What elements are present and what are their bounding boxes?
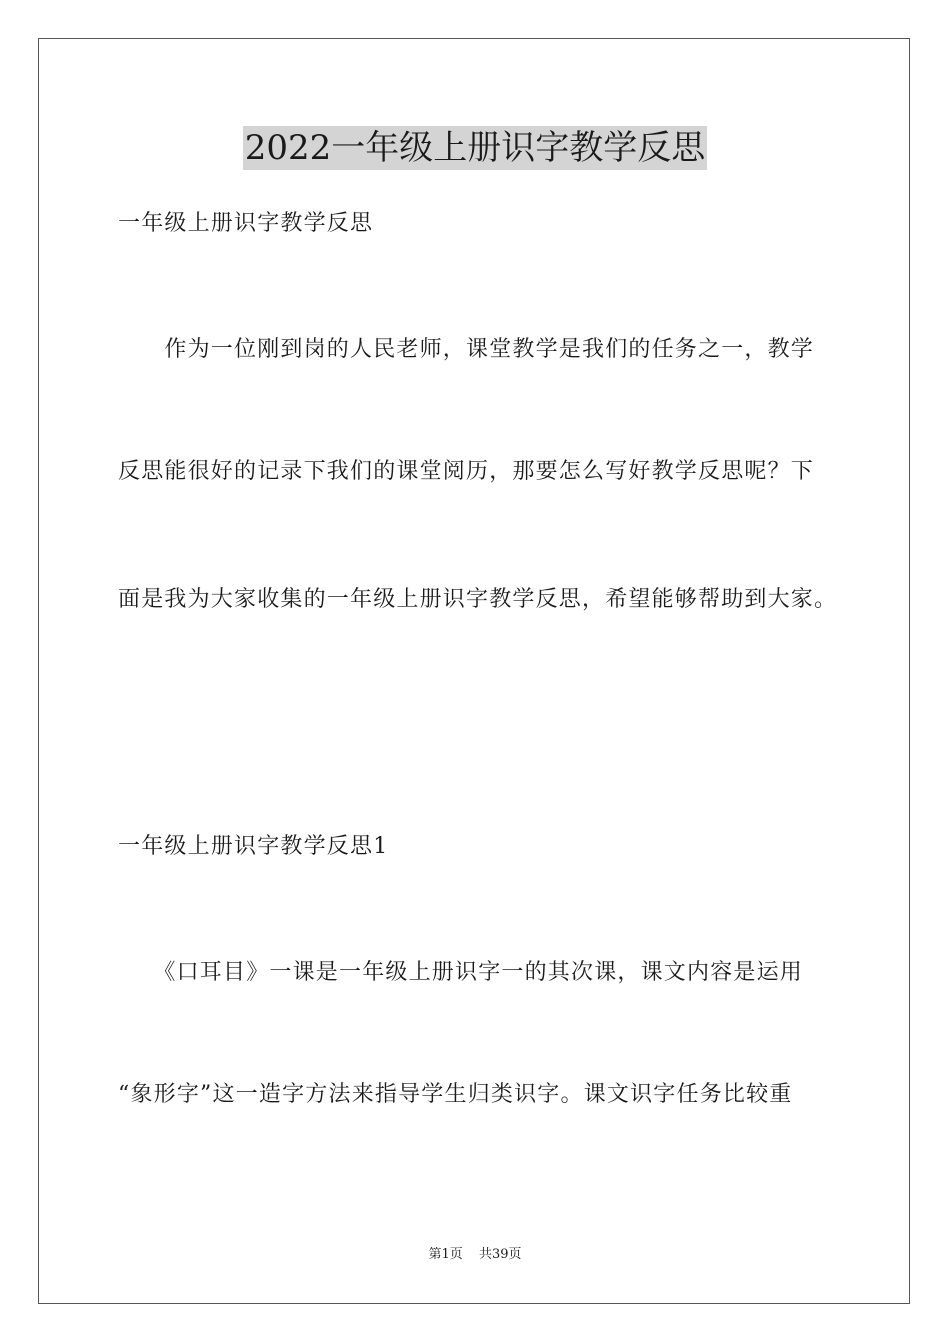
document-title: 2022一年级上册识字教学反思: [244, 128, 706, 168]
section-heading: 一年级上册识字教学反思1: [118, 834, 389, 859]
page-total: 共39页: [478, 1247, 522, 1262]
title-wrap: [0, 126, 950, 170]
intro-line: 反思能很好的记录下我们的课堂阅历，那要怎么写好教学反思呢？下: [118, 459, 815, 484]
page-footer: [0, 1246, 950, 1264]
section-line: 《口耳目》一课是一年级上册识字一的其次课，课文内容是运用: [118, 960, 804, 985]
intro-line: 作为一位刚到岗的人民老师，课堂教学是我们的任务之一，教学: [118, 337, 815, 362]
page-number: 第1页: [428, 1247, 463, 1262]
intro-line: 面是我为大家收集的一年级上册识字教学反思，希望能够帮助到大家。: [118, 587, 838, 612]
document-subtitle: 一年级上册识字教学反思: [118, 211, 374, 236]
section-line: “象形字”这一造字方法来指导学生归类识字。课文识字任务比较重: [118, 1082, 793, 1107]
